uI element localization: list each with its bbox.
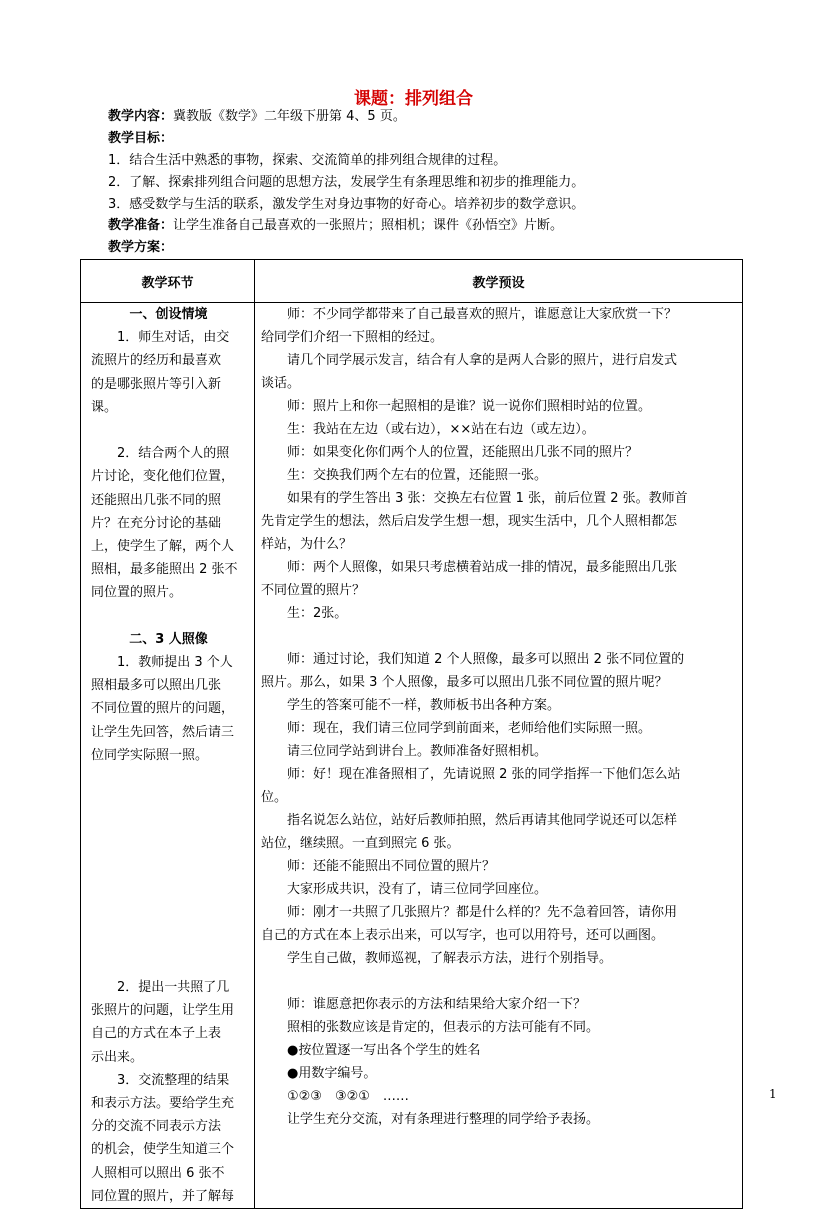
col-header-design: 教学预设 — [255, 260, 743, 303]
design-line: 让学生充分交流，对有条理进行整理的同学给予表扬。 — [287, 1112, 600, 1127]
design-line: 生：我站在左边（或右边），××站在右边（或左边）。 — [287, 422, 595, 437]
stage-line: 让学生先回答，然后请三 — [91, 724, 235, 740]
stage-line: 人照相可以照出 6 张不 — [91, 1165, 225, 1181]
design-line: ●用数字编号。 — [287, 1066, 377, 1081]
prep-value: 让学生准备自己最喜欢的一张照片；照相机；课件《孙悟空》片断。 — [173, 218, 564, 233]
stage-line: 和表示方法。要给学生充 — [91, 1095, 235, 1111]
stage-line: 的是哪张照片等引入新 — [91, 376, 222, 392]
prep-label: 教学准备： — [108, 218, 174, 233]
design-line: 师：谁愿意把你表示的方法和结果给大家介绍一下？ — [287, 997, 587, 1012]
stage-line — [91, 929, 246, 952]
goals-heading: 教学目标： — [108, 131, 174, 146]
design-line: 给同学们介绍一下照相的经过。 — [261, 330, 444, 345]
table-header-row — [81, 260, 743, 303]
stage-line: 课。 — [91, 399, 118, 415]
design-line — [261, 970, 732, 993]
stage-cell — [81, 303, 255, 1209]
design-line: 指名说怎么站位，站好后教师拍照，然后再请其他同学说还可以怎样 — [287, 813, 678, 828]
teaching-content — [108, 106, 768, 128]
goal-item: 3．感受数学与生活的联系，激发学生对身边事物的好奇心。培养初步的数学意识。 — [108, 197, 585, 212]
design-line: 照片。那么，如果 3 个人照像，最多可以照出几张不同位置的照片呢？ — [261, 675, 668, 690]
stage-line: 照相，最多能照出 2 张不 — [91, 562, 238, 578]
plan-heading: 教学方案： — [108, 240, 174, 255]
stage-line: 1．师生对话，由交 — [117, 330, 230, 346]
design-line: 生：交换我们两个左右的位置，还能照一张。 — [287, 468, 548, 483]
stage-line: 3．交流整理的结果 — [117, 1072, 230, 1088]
design-line: 师：现在，我们请三位同学到前面来，老师给他们实际照一照。 — [287, 721, 652, 736]
design-line: 谈话。 — [261, 376, 301, 391]
design-line: 师：照片上和你一起照相的是谁？说一说你们照相时站的位置。 — [287, 399, 652, 414]
stage-line: 上，使学生了解，两个人 — [91, 539, 235, 555]
design-line: 如果有的学生答出 3 张：交换左右位置 1 张，前后位置 2 张。教师首 — [287, 491, 688, 506]
goal-item: 1．结合生活中熟悉的事物，探索、交流简单的排列组合规律的过程。 — [108, 153, 507, 168]
design-line: 站位，继续照。一直到照完 6 张。 — [261, 836, 460, 851]
stage-line: 片？在充分讨论的基础 — [91, 515, 222, 531]
stage-line: 示出来。 — [91, 1049, 144, 1065]
stage-line: 同位置的照片，并了解每 — [91, 1188, 235, 1204]
stage-line: 张照片的问题，让学生用 — [91, 1003, 235, 1019]
design-line: 师：如果变化你们两个人的位置，还能照出几张不同的照片？ — [287, 445, 639, 460]
stage-line — [91, 813, 246, 836]
design-line: 请三位同学站到讲台上。教师准备好照相机。 — [287, 744, 548, 759]
design-line: 样站，为什么？ — [261, 537, 353, 552]
stage-line: 的机会，使学生知道三个 — [91, 1142, 235, 1158]
design-line: 生：2张。 — [287, 606, 348, 621]
design-line: 师：不少同学都带来了自己最喜欢的照片，谁愿意让大家欣赏一下？ — [287, 307, 678, 322]
stage-line — [91, 860, 246, 883]
content-value: 冀教版《数学》二年级下册第 4、5 页。 — [173, 109, 406, 124]
page-title: 课题：排列组合 — [354, 89, 473, 109]
design-line: ①②③ ③②① …… — [287, 1089, 409, 1104]
table-row — [81, 303, 743, 1209]
stage-line — [91, 883, 246, 906]
lesson-plan-table — [80, 259, 743, 1209]
design-line: 师：两个人照像，如果只考虑横着站成一排的情况，最多能照出几张 — [287, 560, 678, 575]
content-label: 教学内容： — [108, 109, 174, 124]
stage-line — [91, 767, 246, 790]
col-header-stage: 教学环节 — [81, 260, 255, 303]
stage-line: 同位置的照片。 — [91, 585, 183, 601]
stage-line: 2．结合两个人的照 — [117, 446, 230, 462]
design-line: 请几个同学展示发言，结合有人拿的是两人合影的照片，进行启发式 — [287, 353, 678, 368]
design-line: 学生自己做，教师巡视，了解表示方法，进行个别指导。 — [287, 951, 613, 966]
design-line: 照相的张数应该是肯定的，但表示的方法可能有不同。 — [287, 1020, 600, 1035]
design-line: 师：刚才一共照了几张照片？都是什么样的？先不急着回答，请你用 — [287, 905, 678, 920]
stage-line: 照相最多可以照出几张 — [91, 678, 222, 694]
design-line: 师：通过讨论，我们知道 2 个人照像，最多可以照出 2 张不同位置的 — [287, 652, 685, 667]
design-line: 不同位置的照片？ — [261, 583, 366, 598]
stage-line: 不同位置的照片的问题， — [91, 701, 235, 717]
design-line: 师：还能不能照出不同位置的照片？ — [287, 859, 496, 874]
stage-line: 流照片的经历和最喜欢 — [91, 353, 222, 369]
design-line: 学生的答案可能不一样，教师板书出各种方案。 — [287, 698, 561, 713]
page-number: 1 — [769, 1087, 777, 1101]
design-line: 自己的方式在本上表示出来，可以写字，也可以用符号，还可以画图。 — [261, 928, 665, 943]
stage-line — [91, 605, 246, 628]
design-line: 师：好！现在准备照相了，先请说照 2 张的同学指挥一下他们怎么站 — [287, 767, 681, 782]
design-cell — [255, 303, 743, 1209]
stage-line: 还能照出几张不同的照 — [91, 492, 222, 508]
section-heading: 一、创设情境 — [129, 307, 208, 322]
design-line — [261, 625, 732, 648]
stage-line: 位同学实际照一照。 — [91, 747, 209, 763]
stage-line: 分的交流不同表示方法 — [91, 1119, 222, 1135]
stage-line — [91, 837, 246, 860]
design-line: 大家形成共识，没有了，请三位同学回座位。 — [287, 882, 548, 897]
stage-line — [91, 419, 246, 442]
design-line: 先肯定学生的想法，然后启发学生想一想，现实生活中，几个人照相都怎 — [261, 514, 678, 529]
stage-line — [91, 790, 246, 813]
stage-line — [91, 953, 246, 976]
stage-line: 1．教师提出 3 个人 — [117, 655, 233, 671]
goal-item: 2．了解、探索排列组合问题的思想方法，发展学生有条理思维和初步的推理能力。 — [108, 175, 585, 190]
stage-line — [91, 906, 246, 929]
stage-line: 片讨论，变化他们位置， — [91, 469, 235, 485]
section-heading: 二、3 人照像 — [129, 631, 208, 647]
stage-line: 2．提出一共照了几 — [117, 979, 230, 995]
stage-line: 自己的方式在本子上表 — [91, 1026, 222, 1042]
design-line: 位。 — [261, 790, 288, 805]
teaching-prep — [108, 215, 768, 237]
design-line: ●按位置逐一写出各个学生的姓名 — [287, 1043, 481, 1058]
